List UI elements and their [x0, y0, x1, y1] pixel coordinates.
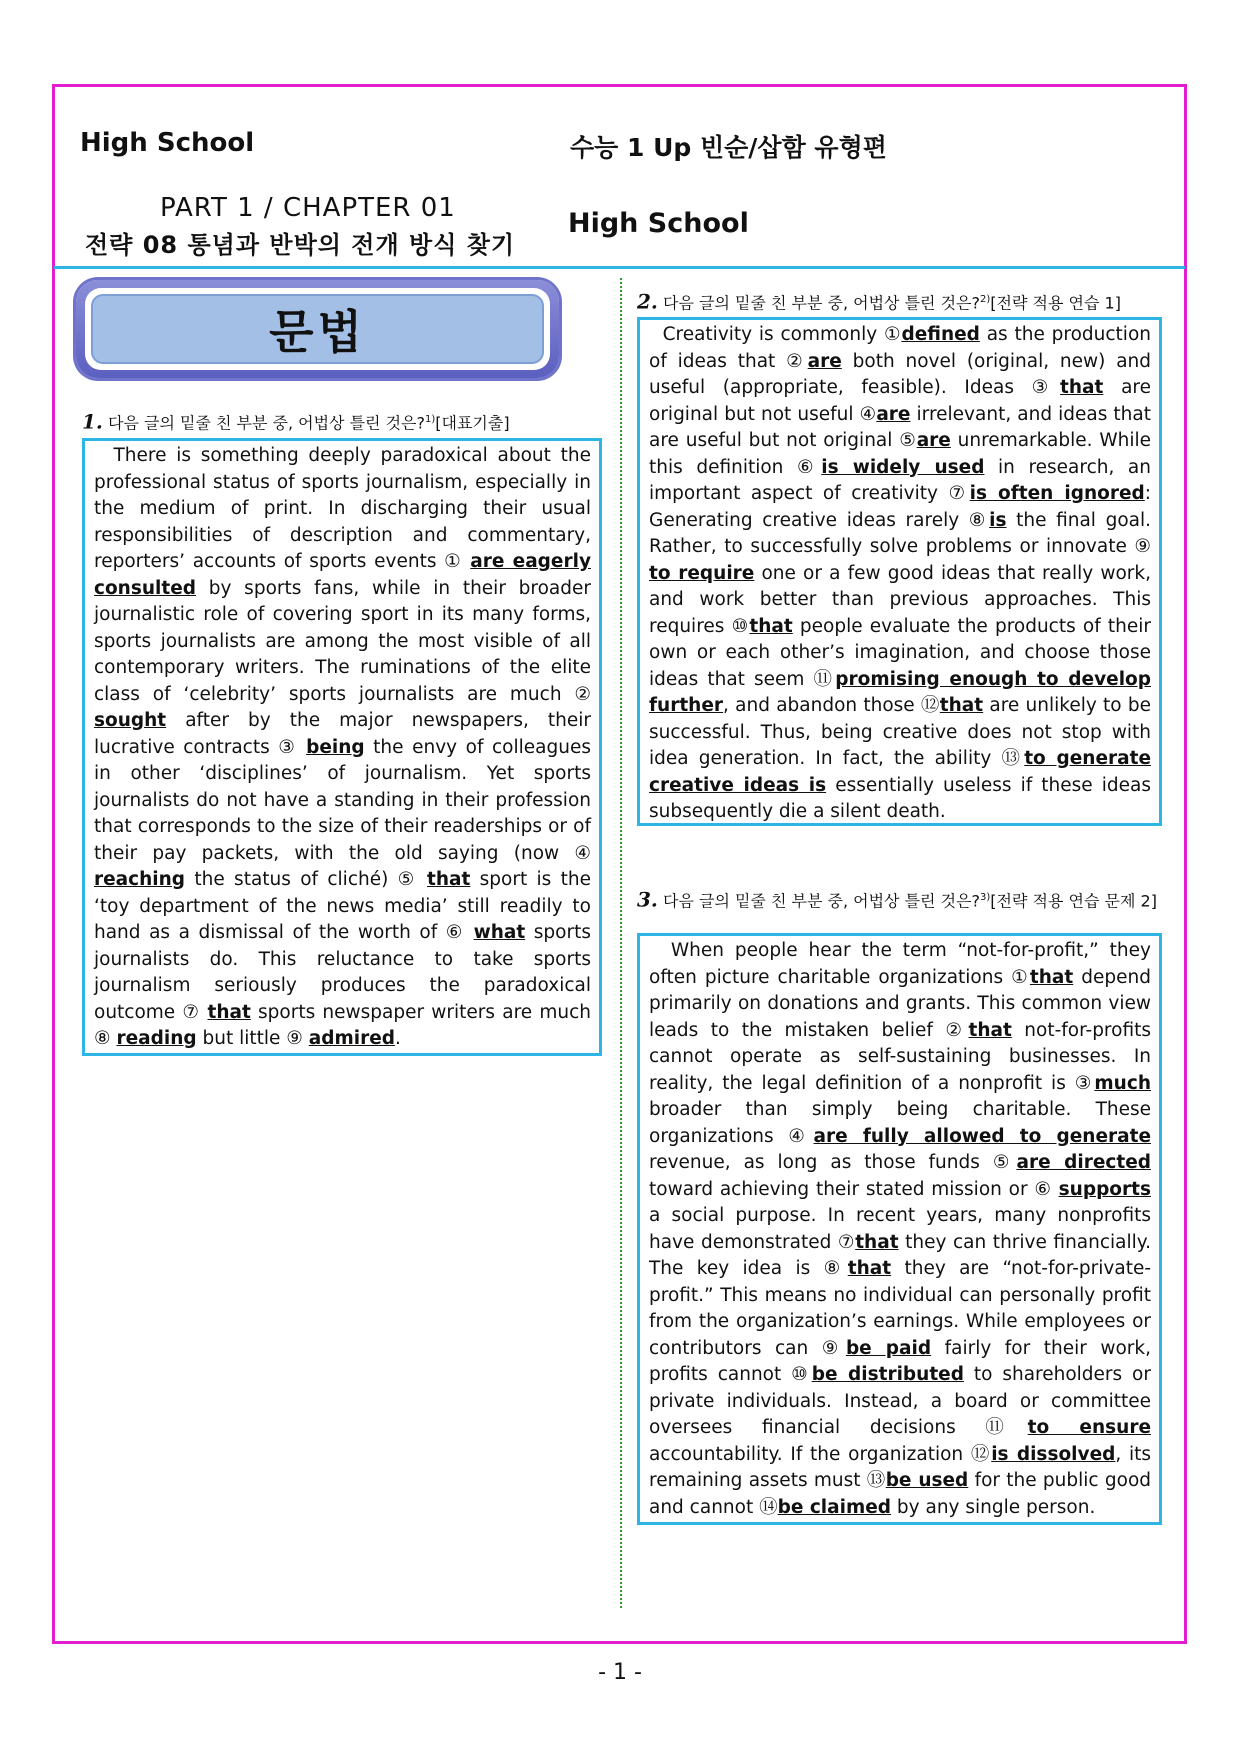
passage-text: There is something deeply paradoxical about the professional status of sports journalism, especially in the medium of print. In discharging their usual responsibilities of description and commentary, reporters’ accounts of sports events ① — [94, 445, 591, 572]
column-divider — [620, 278, 622, 1608]
underlined-choice: be claimed — [777, 1496, 892, 1518]
underlined-choice: be distributed — [811, 1364, 964, 1385]
passage-text: broader than simply being charitable. These organizations ④ — [649, 1099, 1151, 1147]
underlined-choice: is widely used — [821, 456, 985, 478]
passage-text: irrelevant, and ideas that are useful but not original ⑤ — [649, 403, 1151, 451]
underlined-choice: that — [1060, 377, 1104, 398]
passage-text: one or a few good ideas that really work, and work better than previous approaches. This requires ⑩ — [649, 562, 1151, 637]
passage-text: after by the major newspapers, their lucrative contracts ③ — [94, 710, 591, 758]
question-prompt: 다음 글의 밑줄 친 부분 중, 어법상 틀린 것은? — [662, 891, 981, 911]
underlined-choice: is often ignored — [969, 483, 1145, 504]
underlined-choice: being — [306, 736, 365, 758]
passage-text: When people hear the term “not-for-profit,” they often picture charitable organizations ① — [649, 940, 1151, 988]
question-1-passage — [82, 438, 602, 1056]
underlined-choice: admired — [308, 1028, 396, 1049]
passage-text: fairly for their work, profits cannot ⑩ — [649, 1337, 1151, 1385]
passage-text: sports newspaper writers are much ⑧ — [94, 1001, 591, 1049]
footnote-mark: 2) — [980, 294, 991, 305]
passage-text: sport is the ‘toy department of the news media’ still readily to hand as a dismissal of the worth of ⑥ — [94, 869, 592, 943]
passage-text: people evaluate the products of their own or each other’s imagination, and choose those ideas that seem ⑪ — [649, 615, 1151, 690]
header-school-label-2: High School — [568, 208, 749, 239]
underlined-choice: are — [916, 430, 951, 451]
underlined-choice: reaching — [94, 869, 186, 890]
underlined-choice: to require — [649, 562, 755, 584]
question-source: [대표기출] — [435, 413, 510, 433]
passage-text: Creativity is commonly ① — [649, 324, 902, 345]
header-strategy-title: 전략 08 통념과 반박의 전개 방식 찾기 — [85, 231, 516, 259]
underlined-choice: to ensure — [1027, 1417, 1151, 1438]
underlined-choice: are — [807, 350, 842, 372]
header-book-title: 수능 1 Up 빈순/삽함 유형편 — [570, 133, 887, 162]
underlined-choice: are eagerly consulted — [94, 551, 591, 599]
footnote-mark: 3) — [980, 892, 991, 903]
passage-text: they can thrive financially. The key idea is ⑧ — [649, 1231, 1151, 1279]
passage-text: not-for-profits cannot operate as self-sustaining businesses. In reality, the legal definition of a nonprofit is ③ — [649, 1019, 1151, 1094]
question-1-title — [82, 410, 602, 433]
header-divider — [54, 266, 1185, 269]
passage-text: sports journalists do. This reluctance to take sports journalism seriously produces the paradoxical outcome ⑦ — [94, 922, 591, 1023]
underlined-choice: to generate creative ideas is — [649, 748, 1151, 796]
question-3-title — [637, 888, 1162, 911]
question-number: 2. — [637, 289, 658, 314]
question-2-passage — [637, 317, 1162, 826]
passage-text: , its remaining assets must ⑬ — [649, 1443, 1151, 1491]
passage-text: are original but not useful ④ — [649, 377, 1151, 425]
passage-text: depend primarily on donations and grants. This common view leads to the mistaken belief ② — [649, 966, 1151, 1041]
underlined-choice: reading — [116, 1028, 197, 1049]
question-number: 1. — [82, 409, 103, 434]
passage-text: . — [395, 1028, 401, 1049]
underlined-choice: is dissolved — [991, 1443, 1116, 1465]
passage-text: the final goal. Rather, to successfully solve problems or innovate ⑨ — [649, 509, 1151, 557]
underlined-choice: that — [207, 1001, 251, 1023]
passage-text: as the production of ideas that ② — [649, 324, 1151, 372]
passage-text: essentially useless if these ideas subsequently die a silent death. — [649, 774, 1151, 822]
underlined-choice: are — [876, 403, 911, 425]
underlined-choice: much — [1094, 1072, 1151, 1094]
passage-text: they are “not-for-private-profit.” This means no individual can personally profit from the organization’s earnings. While employees or contributors can ⑨ — [649, 1258, 1151, 1359]
question-prompt: 다음 글의 밑줄 친 부분 중, 어법상 틀린 것은? — [662, 293, 981, 313]
question-3-passage — [637, 933, 1162, 1525]
passage-text: the envy of colleagues in other ‘disciplines’ of journalism. Yet sports journalists do not have a standing in their profession that corresponds to the size of their readerships or of their pay packets, with the old saying (now ④ — [94, 736, 591, 864]
underlined-choice: sought — [94, 710, 167, 731]
passage-text: to shareholders or private individuals. Instead, a board or committee oversees financial decisions ⑪ — [649, 1364, 1151, 1438]
header-part-chapter: PART 1 / CHAPTER 01 — [160, 193, 456, 223]
underlined-choice: be used — [885, 1470, 969, 1491]
underlined-choice: be paid — [845, 1337, 932, 1359]
underlined-choice: that — [427, 869, 471, 890]
question-2-title — [637, 290, 1167, 313]
section-banner — [76, 280, 559, 378]
underlined-choice: defined — [901, 324, 980, 345]
passage-text: : Generating creative ideas rarely ⑧ — [649, 483, 1152, 531]
underlined-choice: are directed — [1016, 1152, 1151, 1173]
question-prompt: 다음 글의 밑줄 친 부분 중, 어법상 틀린 것은? — [107, 413, 426, 433]
passage-text: accountability. If the organization ⑫ — [649, 1443, 992, 1465]
page-number: - 1 - — [598, 1660, 642, 1685]
passage-text: , and abandon those ⑫ — [723, 695, 940, 716]
passage-text: by any single person. — [891, 1496, 1096, 1518]
underlined-choice: that — [968, 1019, 1012, 1041]
passage-text: toward achieving their stated mission or ⑥ — [649, 1178, 1059, 1200]
underlined-choice: that — [749, 615, 793, 637]
passage-text: revenue, as long as those funds ⑤ — [649, 1152, 1017, 1173]
passage-text: a social purpose. In recent years, many nonprofits have demonstrated ⑦ — [649, 1205, 1151, 1253]
question-source: [전략 적용 연습 문제 2] — [990, 891, 1157, 911]
underlined-choice: supports — [1058, 1178, 1151, 1200]
footnote-mark: 1) — [425, 414, 436, 425]
passage-text: for the public good and cannot ⑭ — [649, 1470, 1152, 1518]
section-title: 문법 — [269, 305, 366, 359]
passage-text: in research, an important aspect of creativity ⑦ — [649, 456, 1151, 504]
passage-text: the status of cliché) ⑤ — [185, 869, 427, 890]
passage-text: unremarkable. While this definition ⑥ — [649, 430, 1151, 478]
passage-text: are unlikely to be successful. Thus, being creative does not stop with idea generation. In fact, the ability ⑬ — [649, 695, 1151, 769]
header-school-label: High School — [80, 128, 255, 158]
passage-text: but little ⑨ — [196, 1028, 309, 1049]
underlined-choice: promising enough to develop further — [649, 668, 1151, 716]
question-source: [전략 적용 연습 1] — [990, 293, 1121, 313]
passage-text: both novel (original, new) and useful (appropriate, feasible). Ideas ③ — [649, 350, 1151, 398]
question-number: 3. — [637, 887, 658, 912]
passage-text: by sports fans, while in their broader journalistic role of covering sport in its many forms, sports journalists are among the most visible of all contemporary writers. The ruminations of the elite class of ‘celebrity’ sports journalists are much ② — [94, 577, 591, 705]
underlined-choice: that — [1029, 966, 1074, 988]
underlined-choice: are fully allowed to generate — [813, 1125, 1151, 1147]
underlined-choice: what — [473, 922, 526, 943]
underlined-choice: that — [855, 1231, 899, 1253]
underlined-choice: is — [989, 509, 1007, 531]
underlined-choice: that — [939, 695, 984, 716]
underlined-choice: that — [847, 1258, 892, 1279]
